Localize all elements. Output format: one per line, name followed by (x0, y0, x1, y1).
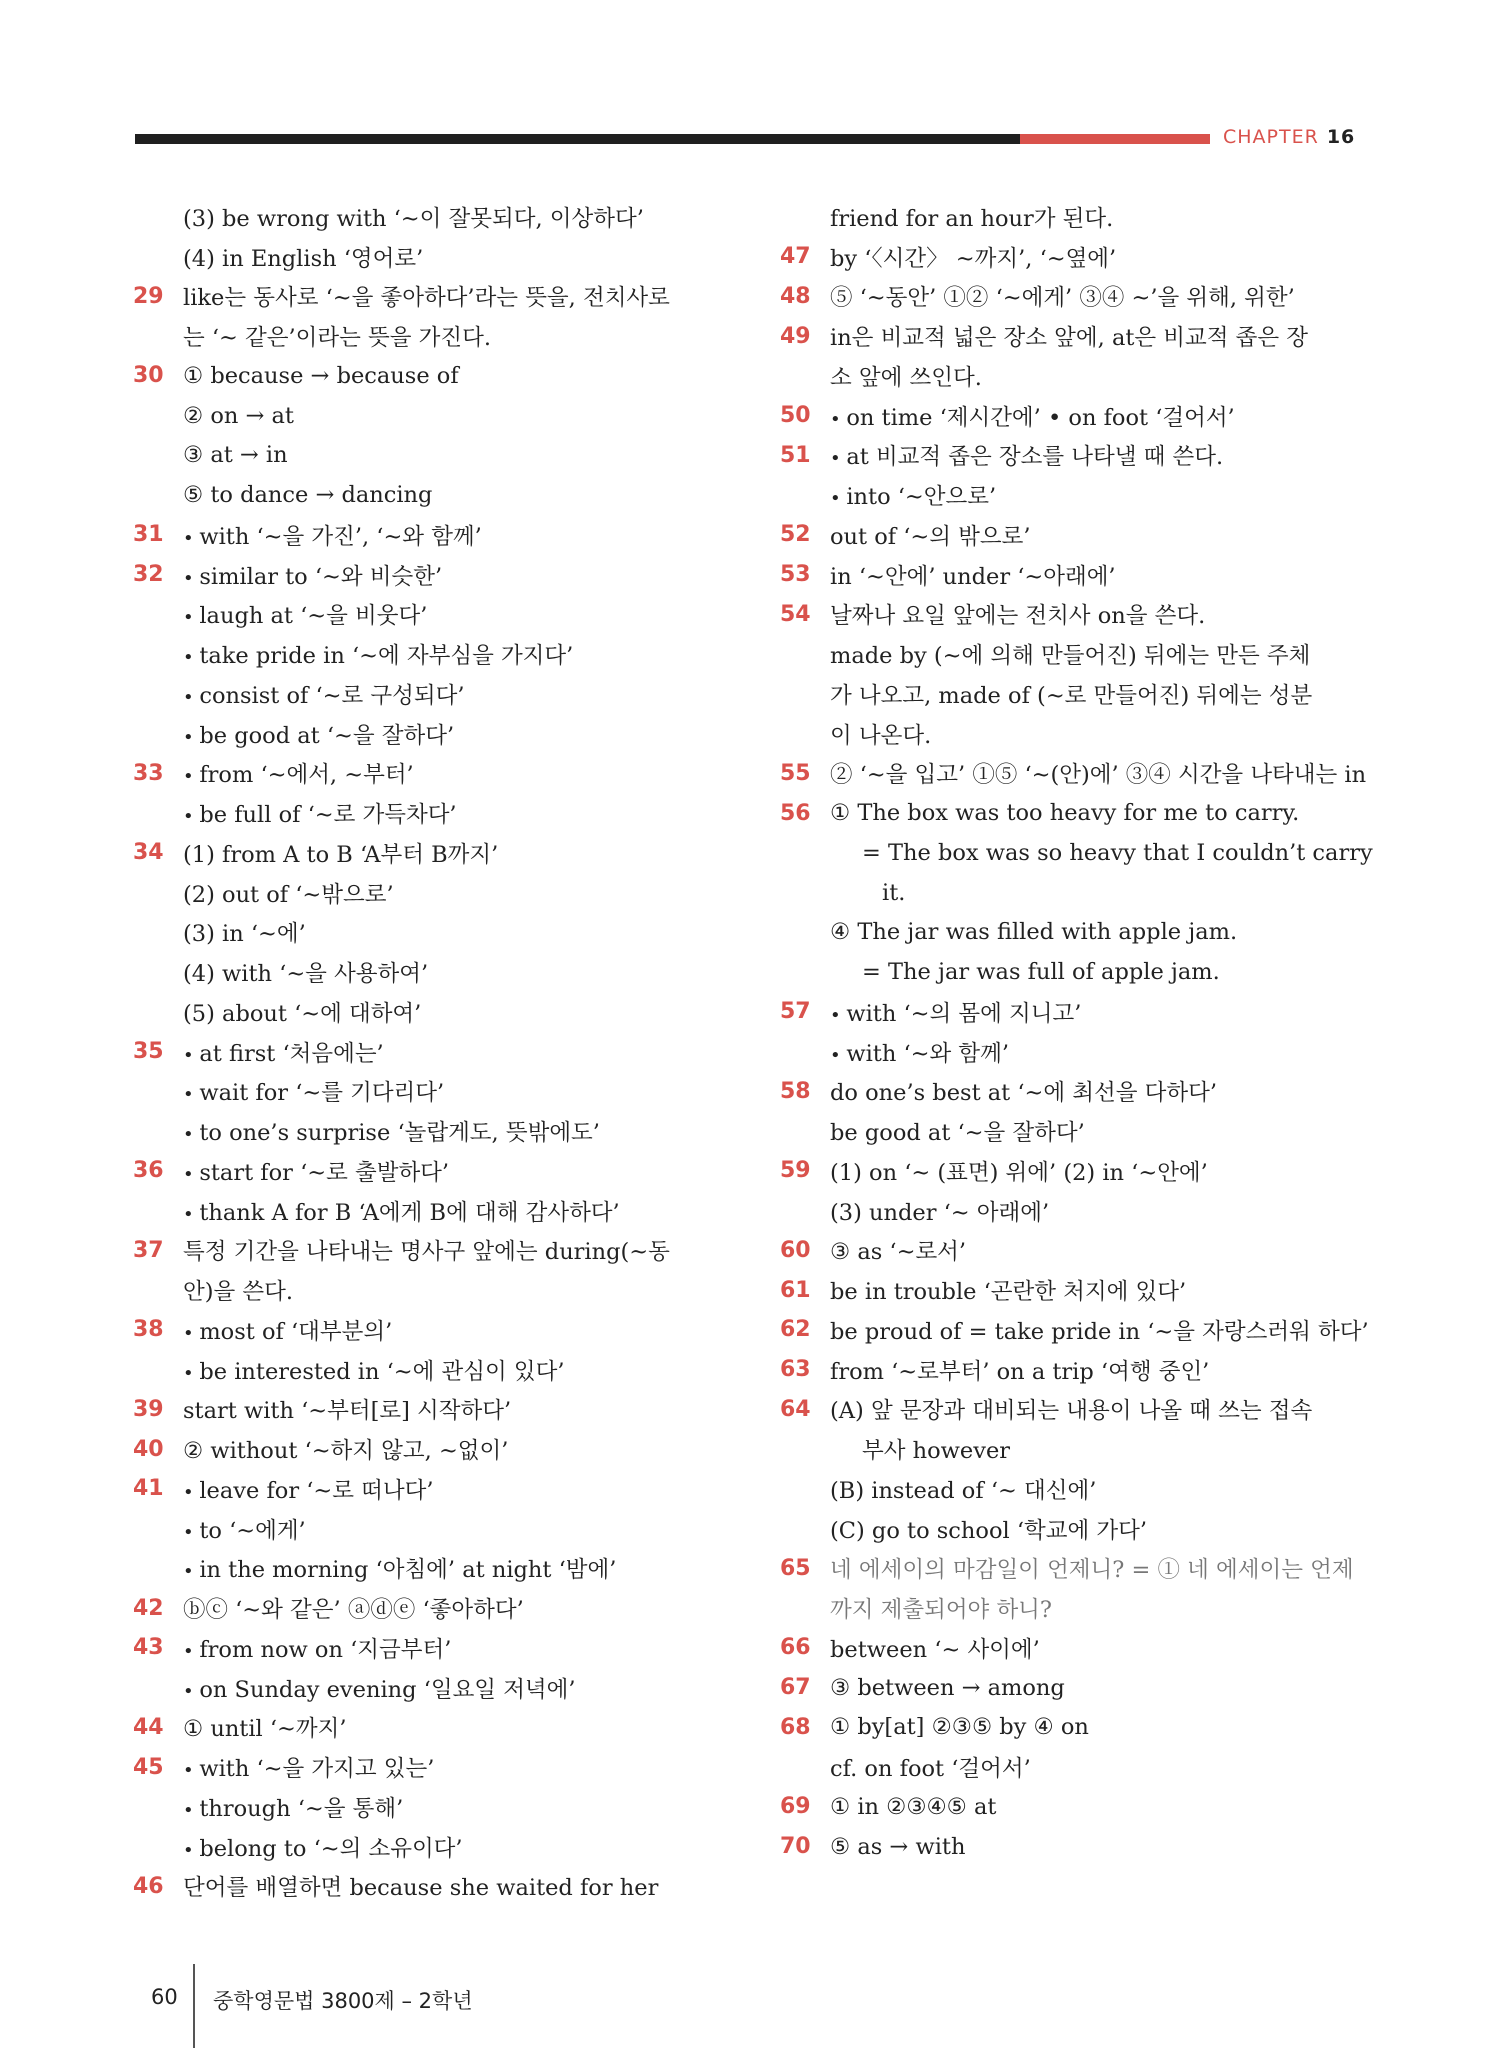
answer-text: • from ‘~에서, ~부터’ (183, 757, 713, 789)
answer-number: 37 (133, 1237, 164, 1263)
answer-text: (1) on ‘~ (표면) 위에’ (2) in ‘~안에’ (830, 1159, 1208, 1186)
answer-line (133, 793, 713, 833)
answer-line (133, 833, 713, 873)
answer-text: ① until ‘~까지’ (183, 1716, 347, 1743)
answer-number: 44 (133, 1714, 164, 1740)
answer-number: 58 (780, 1078, 811, 1104)
answer-text: • with ‘~을 가진’, ‘~와 함께’ (183, 519, 713, 551)
answer-line (780, 1549, 1360, 1589)
answer-text: • be full of ‘~로 가득차다’ (183, 797, 713, 829)
answer-line (133, 674, 713, 714)
answer-line (780, 952, 1360, 992)
answer-line (133, 1350, 713, 1390)
answer-text: from ‘~로부터’ on a trip ‘여행 중인’ (830, 1358, 1210, 1385)
answer-number: 35 (133, 1039, 164, 1065)
answer-text: ② on → at (183, 402, 294, 429)
answer-line (780, 1787, 1360, 1827)
answer-text: ① in ②③④⑤ at (830, 1793, 997, 1820)
answer-line (780, 197, 1360, 237)
answer-text: • take pride in ‘~에 자부심을 가지다’ (183, 638, 713, 670)
answer-text: (B) instead of ‘~ 대신에’ (830, 1477, 1097, 1504)
answer-text: • thank A for B ‘A에게 B에 대해 감사하다’ (183, 1195, 713, 1227)
answer-text: 네 에세이의 마감일이 언제니? = ① 네 에세이는 언제 (830, 1557, 1354, 1584)
answer-text: • with ‘~와 함께’ (830, 1036, 1360, 1068)
answer-line (133, 277, 713, 317)
answer-line (133, 1310, 713, 1350)
answer-text: • be interested in ‘~에 관심이 있다’ (183, 1354, 713, 1386)
answer-number: 52 (780, 522, 811, 548)
answer-number: 61 (780, 1277, 811, 1303)
answer-line (780, 1072, 1360, 1112)
answer-text: do one’s best at ‘~에 최선을 다하다’ (830, 1080, 1217, 1107)
answer-text: be good at ‘~을 잘하다’ (830, 1120, 1085, 1147)
answer-number: 51 (780, 442, 811, 468)
answer-text: friend for an hour가 된다. (830, 205, 1114, 232)
answer-text: 부사 however (862, 1438, 1011, 1465)
answer-line (133, 1509, 713, 1549)
answer-text: (4) with ‘~을 사용하여’ (183, 961, 429, 988)
answer-text: 가 나오고, made of (~로 만들어진) 뒤에는 성분 (830, 682, 1313, 709)
answer-number: 43 (133, 1635, 164, 1661)
answer-text: • consist of ‘~로 구성되다’ (183, 678, 713, 710)
answer-line (133, 1708, 713, 1748)
chapter-text: CHAPTER (1223, 126, 1319, 148)
answer-line (780, 475, 1360, 515)
header-bar-accent (1020, 134, 1210, 144)
answer-line (780, 1310, 1369, 1350)
answer-text: • into ‘~안으로’ (830, 479, 1360, 511)
answer-line (133, 1231, 713, 1271)
answer-number: 60 (780, 1237, 811, 1263)
answer-line (780, 1827, 1360, 1867)
answer-number: 45 (133, 1754, 164, 1780)
answer-text: it. (882, 879, 906, 906)
answer-text: 까지 제출되어야 하니? (830, 1597, 1052, 1624)
answer-text: ② without ‘~하지 않고, ~없이’ (183, 1438, 509, 1465)
answer-text: • be good at ‘~을 잘하다’ (183, 718, 713, 750)
answer-number: 53 (780, 562, 811, 588)
answer-text: ② ‘~을 입고’ ①⑤ ‘~(안)에’ ③④ 시간을 나타내는 in (830, 762, 1367, 789)
answer-number: 30 (133, 363, 164, 389)
answer-text: be in trouble ‘곤란한 처지에 있다’ (830, 1279, 1187, 1306)
answer-text: (C) go to school ‘학교에 가다’ (830, 1517, 1147, 1544)
answer-line (133, 1390, 713, 1430)
answer-line (780, 634, 1360, 674)
answer-line (780, 1747, 1360, 1787)
answer-number: 34 (133, 840, 164, 866)
answer-line (133, 754, 713, 794)
answer-line (780, 1111, 1360, 1151)
answer-text: • in the morning ‘아침에’ at night ‘밤에’ (183, 1552, 713, 1584)
answer-text: • most of ‘대부분의’ (183, 1314, 713, 1346)
answer-text: 는 ‘~ 같은’이라는 뜻을 가진다. (183, 325, 492, 352)
answer-text: 안)을 쓴다. (183, 1279, 294, 1306)
answer-number: 50 (780, 403, 811, 429)
answer-text: ④ The jar was filled with apple jam. (830, 919, 1238, 946)
answer-text: • from now on ‘지금부터’ (183, 1632, 713, 1664)
answer-line (780, 396, 1360, 436)
answer-line (780, 237, 1360, 277)
answer-text: out of ‘~의 밖으로’ (830, 523, 1031, 550)
answer-line (780, 873, 1360, 913)
answer-number: 47 (780, 244, 811, 270)
answer-number: 40 (133, 1436, 164, 1462)
answer-line (780, 714, 1360, 754)
answer-number: 56 (780, 800, 811, 826)
answer-text: • start for ‘~로 출발하다’ (183, 1155, 713, 1187)
answer-line (133, 873, 713, 913)
answer-text: (1) from A to B ‘A부터 B까지’ (183, 841, 499, 868)
answer-text: • on time ‘제시간에’ • on foot ‘걸어서’ (830, 400, 1360, 432)
answer-line (780, 992, 1360, 1032)
answer-text: = The jar was full of apple jam. (862, 959, 1220, 986)
answer-line (133, 1191, 713, 1231)
answer-number: 38 (133, 1317, 164, 1343)
answer-text: • to ‘~에게’ (183, 1513, 713, 1545)
answer-line (780, 1469, 1360, 1509)
answer-line (780, 1270, 1360, 1310)
answer-line (780, 793, 1360, 833)
footer-divider (193, 1964, 195, 2048)
answer-number: 36 (133, 1158, 164, 1184)
answer-line (133, 356, 713, 396)
answer-line (133, 1270, 713, 1310)
answer-number: 55 (780, 760, 811, 786)
answer-number: 59 (780, 1158, 811, 1184)
answer-line (133, 1668, 713, 1708)
answer-text: between ‘~ 사이에’ (830, 1636, 1040, 1663)
answer-number: 68 (780, 1714, 811, 1740)
answer-number: 48 (780, 283, 811, 309)
answer-number: 63 (780, 1357, 811, 1383)
answer-text: = The box was so heavy that I couldn’t carry (862, 839, 1373, 866)
answer-line (133, 515, 713, 555)
answer-column-right (780, 197, 1373, 1867)
answer-number: 64 (780, 1396, 811, 1422)
answer-line (133, 1747, 713, 1787)
answer-line (133, 1072, 713, 1112)
answer-line (780, 754, 1367, 794)
answer-text: 소 앞에 쓰인다. (830, 364, 982, 391)
answer-line (780, 356, 1360, 396)
answer-number: 69 (780, 1794, 811, 1820)
answer-line (133, 237, 713, 277)
book-title: 중학영문법 3800제 – 2학년 (213, 1989, 473, 2013)
answer-line (780, 555, 1360, 595)
answer-text: ① because → because of (183, 362, 459, 389)
answer-number: 33 (133, 760, 164, 786)
answer-text: (5) about ‘~에 대하여’ (183, 1000, 422, 1027)
answer-line (133, 634, 713, 674)
answer-text: • with ‘~의 몸에 지니고’ (830, 996, 1360, 1028)
answer-text: 이 나온다. (830, 722, 932, 749)
chapter-label (1223, 126, 1355, 148)
answer-line (133, 475, 713, 515)
answer-line (133, 952, 713, 992)
page-number: 60 (151, 1985, 178, 2009)
answer-text: • through ‘~을 통해’ (183, 1791, 713, 1823)
answer-number: 70 (780, 1834, 811, 1860)
answer-line (780, 1350, 1360, 1390)
answer-line (133, 197, 713, 237)
answer-text: like는 동사로 ‘~을 좋아하다’라는 뜻을, 전치사로 (183, 285, 670, 312)
answer-line (780, 1032, 1360, 1072)
answer-line (133, 1429, 713, 1469)
answer-text: ⑤ ‘~동안’ ①② ‘~에게’ ③④ ~’을 위해, 위한’ (830, 285, 1295, 312)
answer-text: ③ at → in (183, 442, 288, 469)
answer-line (133, 1469, 713, 1509)
answer-text: (4) in English ‘영어로’ (183, 245, 424, 272)
answer-text: (A) 앞 문장과 대비되는 내용이 나올 때 쓰는 접속 (830, 1398, 1313, 1425)
answer-line (133, 1588, 713, 1628)
answer-number: 31 (133, 522, 164, 548)
answer-text: in은 비교적 넓은 장소 앞에, at은 비교적 좁은 장 (830, 325, 1309, 352)
answer-line (780, 833, 1373, 873)
answer-line (133, 555, 713, 595)
answer-number: 46 (133, 1873, 164, 1899)
answer-text: ③ as ‘~로서’ (830, 1239, 967, 1266)
answer-text: • at first ‘처음에는’ (183, 1036, 713, 1068)
answer-text: ③ between → among (830, 1674, 1065, 1701)
answer-line (780, 515, 1360, 555)
answer-line (133, 1032, 713, 1072)
answer-number: 42 (133, 1595, 164, 1621)
chapter-number: 16 (1326, 126, 1356, 148)
answer-text: (3) in ‘~에’ (183, 921, 306, 948)
answer-text: • belong to ‘~의 소유이다’ (183, 1831, 713, 1863)
answer-number: 49 (780, 323, 811, 349)
answer-text: in ‘~안에’ under ‘~아래에’ (830, 563, 1116, 590)
answer-line (133, 992, 713, 1032)
answer-number: 54 (780, 601, 811, 627)
answer-line (133, 714, 713, 754)
answer-text: ⑤ to dance → dancing (183, 482, 433, 509)
answer-text: ⓑⓒ ‘~와 같은’ ⓐⓓⓔ ‘좋아하다’ (183, 1597, 524, 1624)
answer-text: • similar to ‘~와 비슷한’ (183, 559, 713, 591)
answer-line (133, 436, 713, 476)
answer-number: 62 (780, 1317, 811, 1343)
answer-text: by ‘〈시간〉 ~까지’, ‘~옆에’ (830, 245, 1117, 272)
answer-line (780, 913, 1360, 953)
answer-text: made by (~에 의해 만들어진) 뒤에는 만든 주체 (830, 643, 1311, 670)
answer-text: ① The box was too heavy for me to carry. (830, 800, 1300, 827)
answer-line (133, 1827, 713, 1867)
answer-line (780, 1151, 1360, 1191)
answer-line (133, 316, 713, 356)
answer-line (133, 1867, 713, 1907)
answer-line (780, 316, 1360, 356)
answer-line (133, 1151, 713, 1191)
answer-text: be proud of = take pride in ‘~을 자랑스러워 하다’ (830, 1318, 1369, 1345)
answer-line (780, 1191, 1360, 1231)
answer-line (780, 1390, 1360, 1430)
answer-line (133, 1787, 713, 1827)
answer-text: • leave for ‘~로 떠나다’ (183, 1473, 713, 1505)
answer-number: 32 (133, 562, 164, 588)
answer-text: 단어를 배열하면 because she waited for her (183, 1875, 659, 1902)
answer-text: (2) out of ‘~밖으로’ (183, 881, 394, 908)
answer-text: • wait for ‘~를 기다리다’ (183, 1075, 713, 1107)
answer-text: 날짜나 요일 앞에는 전치사 on을 쓴다. (830, 603, 1206, 630)
answer-line (780, 1429, 1360, 1469)
answer-number: 39 (133, 1396, 164, 1422)
answer-line (780, 1668, 1360, 1708)
answer-line (133, 1549, 713, 1589)
answer-line (780, 1708, 1360, 1748)
answer-text: start with ‘~부터[로] 시작하다’ (183, 1398, 512, 1425)
answer-text: cf. on foot ‘걸어서’ (830, 1756, 1031, 1783)
answer-text: ⑤ as → with (830, 1833, 966, 1860)
answer-line (780, 1588, 1360, 1628)
answer-line (133, 1111, 713, 1151)
answer-line (133, 396, 713, 436)
answer-line (780, 277, 1360, 317)
answer-line (133, 1628, 713, 1668)
answer-line (780, 1509, 1360, 1549)
answer-line (780, 674, 1360, 714)
answer-line (780, 595, 1360, 635)
answer-line (133, 595, 713, 635)
answer-number: 67 (780, 1675, 811, 1701)
answer-text: • laugh at ‘~을 비웃다’ (183, 598, 713, 630)
answer-number: 57 (780, 999, 811, 1025)
answer-number: 66 (780, 1635, 811, 1661)
answer-text: • to one’s surprise ‘놀랍게도, 뜻밖에도’ (183, 1115, 713, 1147)
answer-text: ① by[at] ②③⑤ by ④ on (830, 1714, 1089, 1741)
answer-text: • at 비교적 좁은 장소를 나타낼 때 쓴다. (830, 439, 1360, 471)
answer-line (780, 1231, 1360, 1271)
answer-text: (3) be wrong with ‘~이 잘못되다, 이상하다’ (183, 205, 644, 232)
answer-column-left (133, 197, 713, 1906)
answer-line (780, 1628, 1360, 1668)
answer-text: • on Sunday evening ‘일요일 저녁에’ (183, 1672, 713, 1704)
answer-line (133, 913, 713, 953)
answer-number: 41 (133, 1476, 164, 1502)
answer-number: 65 (780, 1555, 811, 1581)
answer-text: (3) under ‘~ 아래에’ (830, 1199, 1050, 1226)
answer-number: 29 (133, 283, 164, 309)
answer-text: • with ‘~을 가지고 있는’ (183, 1751, 713, 1783)
answer-text: 특정 기간을 나타내는 명사구 앞에는 during(~동 (183, 1239, 670, 1266)
header-bar-dark (135, 134, 1020, 144)
answer-line (780, 436, 1360, 476)
